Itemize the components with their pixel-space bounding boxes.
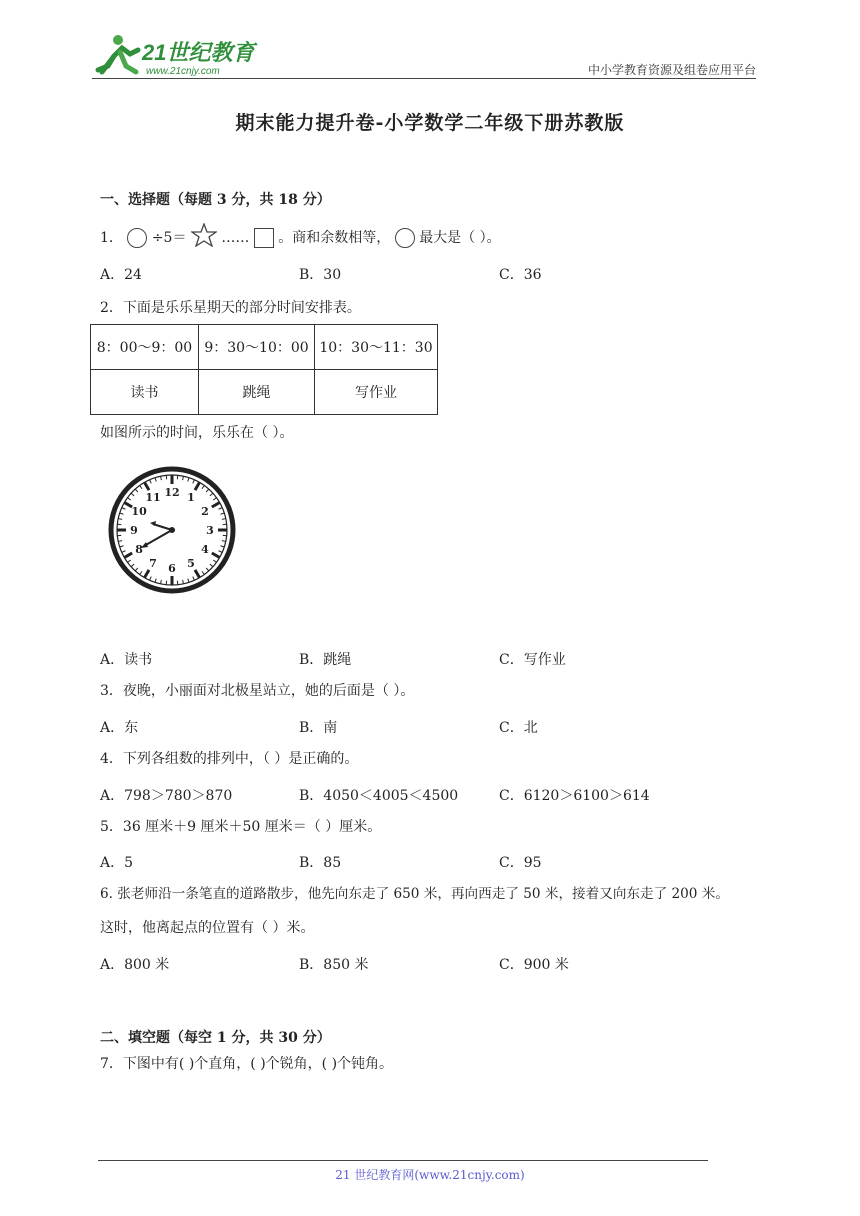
q5-option-a[interactable]: A．5 — [100, 855, 134, 871]
clock-tick — [131, 493, 134, 496]
clock-tick — [145, 570, 150, 578]
clock-tick — [202, 571, 204, 574]
header-divider — [92, 78, 756, 79]
clock-number: 11 — [145, 491, 161, 505]
q1-dots: …… — [221, 230, 250, 246]
clock-tick — [213, 560, 216, 562]
question-6-stem-line2: 这时，他离起点的位置有（ ）米。 — [100, 920, 315, 936]
q6-option-a[interactable]: A．800 米 — [100, 957, 170, 973]
site-logo — [92, 32, 262, 80]
clock-tick — [120, 513, 124, 514]
clock-number: 9 — [130, 524, 138, 537]
clock-icon — [108, 466, 236, 594]
clock-tick — [118, 519, 122, 520]
clock-tick — [222, 519, 226, 520]
clock-tick — [161, 476, 162, 480]
clock-tick — [202, 486, 204, 489]
clock-tick — [206, 568, 209, 571]
clock-image — [108, 466, 236, 594]
clock-tick — [193, 480, 195, 484]
clock-number: 10 — [131, 505, 147, 518]
clock-tick — [128, 498, 131, 500]
clock-tick — [188, 478, 189, 482]
clock-tick — [161, 580, 162, 584]
question-1 — [100, 223, 501, 253]
clock-tick — [188, 579, 189, 583]
footer-divider — [98, 1160, 708, 1161]
platform-label: 中小学教育资源及组卷应用平台 — [587, 63, 756, 77]
schedule-time-cell: 8：00～9：00 — [91, 325, 199, 370]
question-5-stem: 5．36 厘米＋9 厘米＋50 厘米＝（ ）厘米。 — [100, 819, 382, 835]
clock-tick — [222, 541, 226, 542]
logo-text: 21世纪教育 — [142, 40, 255, 65]
runner-logo-icon — [92, 32, 262, 80]
clock-tick — [195, 570, 200, 578]
q1-option-b[interactable]: B．30 — [299, 267, 342, 283]
schedule-activity-cell: 跳绳 — [199, 370, 315, 415]
clock-tick — [219, 508, 223, 510]
star-icon — [191, 223, 217, 253]
clock-number: 3 — [206, 524, 214, 537]
q3-option-a[interactable]: A．东 — [100, 720, 139, 736]
q3-option-c[interactable]: C．北 — [499, 720, 538, 736]
clock-tick — [155, 478, 156, 482]
question-4-stem: 4．下列各组数的排列中，（ ）是正确的。 — [100, 751, 359, 767]
schedule-times-row — [91, 325, 438, 370]
q3-option-b[interactable]: B．南 — [299, 720, 338, 736]
schedule-activity-cell: 读书 — [91, 370, 199, 415]
clock-number: 6 — [168, 562, 176, 575]
q4-option-c[interactable]: C．6120＞6100＞614 — [499, 788, 650, 804]
q1-option-c[interactable]: C．36 — [499, 267, 542, 283]
clock-tick — [183, 476, 184, 480]
q5-option-c[interactable]: C．95 — [499, 855, 542, 871]
q1-rest-text: 。商和余数相等， — [278, 230, 391, 246]
q1-tail-text: 最大是（ ）。 — [419, 230, 501, 246]
clock-tick — [124, 553, 132, 558]
clock-tick — [212, 553, 220, 558]
question-3-stem: 3．夜晚，小丽面对北极星站立，她的后面是（ ）。 — [100, 683, 415, 699]
footer-link[interactable]: 21 世纪教育网(www.21cnjy.com) — [335, 1168, 525, 1182]
clock-tick — [206, 489, 209, 492]
clock-tick — [120, 546, 124, 547]
clock-tick — [155, 579, 156, 583]
schedule-activities-row — [91, 370, 438, 415]
clock-tick — [193, 577, 195, 581]
q2-option-b[interactable]: B．跳绳 — [299, 652, 352, 668]
clock-tick — [140, 486, 142, 489]
q4-option-b[interactable]: B．4050＜4005＜4500 — [299, 788, 459, 804]
clock-number: 4 — [201, 543, 209, 556]
clock-tick — [150, 577, 152, 581]
clock-number: 2 — [201, 505, 209, 518]
q6-option-b[interactable]: B．850 米 — [299, 957, 369, 973]
clock-number: 1 — [187, 491, 195, 505]
clock-number: 5 — [187, 556, 195, 570]
logo-url: www.21cnjy.com — [146, 66, 220, 77]
q2-option-c[interactable]: C．写作业 — [499, 652, 566, 668]
clock-tick — [183, 580, 184, 584]
clock-tick — [210, 564, 213, 567]
q1-divide-text: ÷5＝ — [151, 230, 187, 246]
q4-option-a[interactable]: A．798＞780＞870 — [100, 788, 233, 804]
section1-heading: 一、选择题（每题 3 分，共 18 分） — [100, 192, 331, 208]
clock-tick — [195, 482, 200, 490]
clock-tick — [140, 571, 142, 574]
clock-tick — [150, 480, 152, 484]
clock-number: 8 — [135, 543, 143, 556]
clock-tick — [145, 482, 150, 490]
question-7-stem: 7．下图中有( )个直角，( )个锐角，( )个钝角。 — [100, 1056, 394, 1072]
clock-tick — [221, 546, 225, 547]
clock-tick — [135, 489, 138, 492]
clock-tick — [219, 551, 223, 553]
clock-tick — [118, 541, 122, 542]
square-icon — [254, 228, 274, 248]
q1-option-a[interactable]: A．24 — [100, 267, 142, 283]
clock-tick — [122, 551, 126, 553]
schedule-time-cell: 10：30～11：30 — [315, 325, 438, 370]
clock-tick — [128, 560, 131, 562]
question-6-stem-line1: 6. 张老师沿一条笔直的道路散步，他先向东走了 650 米，再向西走了 50 米，接着又向东走了 200 米。 — [100, 886, 729, 902]
q2-option-a[interactable]: A．读书 — [100, 652, 153, 668]
q6-option-c[interactable]: C．900 米 — [499, 957, 569, 973]
clock-number: 7 — [149, 556, 157, 570]
q5-option-b[interactable]: B．85 — [299, 855, 342, 871]
clock-tick — [122, 508, 126, 510]
clock-tick — [131, 564, 134, 567]
circle-icon — [395, 228, 415, 248]
clock-tick — [212, 503, 220, 508]
clock-tick — [135, 568, 138, 571]
question-2-stem: 2．下面是乐乐星期天的部分时间安排表。 — [100, 300, 361, 316]
circle-icon — [127, 228, 147, 248]
schedule-time-cell: 9：30～10：00 — [199, 325, 315, 370]
section2-heading: 二、填空题（每空 1 分，共 30 分） — [100, 1030, 331, 1046]
schedule-activity-cell: 写作业 — [315, 370, 438, 415]
clock-tick — [213, 498, 216, 500]
clock-number: 12 — [164, 486, 180, 499]
page-title: 期末能力提升卷-小学数学二年级下册苏教版 — [235, 112, 625, 134]
schedule-table — [90, 324, 438, 415]
clock-tick — [210, 493, 213, 496]
clock-tick — [221, 513, 225, 514]
question-2-prompt: 如图所示的时间，乐乐在（ ）。 — [100, 425, 294, 441]
q1-number: 1． — [100, 230, 123, 246]
